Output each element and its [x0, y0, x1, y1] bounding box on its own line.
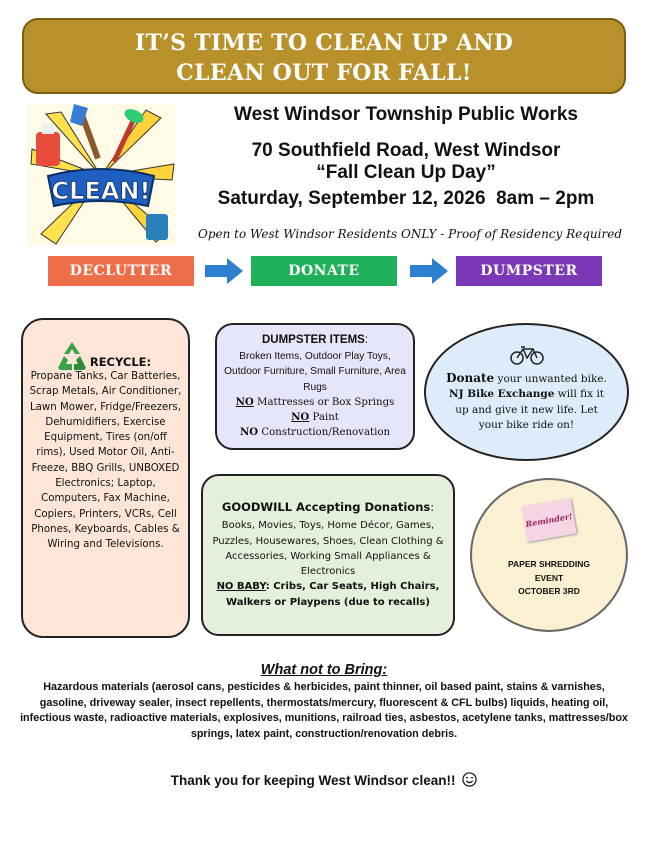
goodwill-no-baby: NO BABY — [216, 581, 266, 593]
not-bring-title: What not to Bring: — [260, 662, 388, 678]
dumpster-no-3-rest: Construction/Renovation — [258, 427, 391, 439]
dumpster-no-2: NO — [291, 411, 310, 424]
dumpster-no-1-rest: Mattresses or Box Springs — [253, 396, 395, 408]
dumpster-box — [215, 323, 415, 450]
thank-you-line — [0, 772, 648, 788]
dumpster-title: DUMPSTER ITEMS — [261, 334, 365, 346]
bike-donate-word: Donate — [446, 370, 495, 385]
dumpster-title-colon: : — [364, 334, 369, 346]
bike-text-2: will fix it up and give it new life. Let your bike ride on! — [455, 388, 605, 431]
step-dumpster: DUMPSTER — [456, 256, 602, 286]
address: 70 Southfield Road, West Windsor — [251, 140, 561, 161]
dumpster-no-2-rest: Paint — [309, 412, 339, 424]
recycle-title: RECYCLE: — [89, 355, 152, 370]
paper-line-2: EVENT — [534, 572, 564, 583]
recycle-icon — [54, 340, 90, 372]
clean-logo-text: CLEAN! — [51, 177, 151, 205]
thank-you-text: Thank you for keeping West Windsor clean!! — [170, 773, 456, 788]
event-date-time — [180, 188, 632, 210]
arrow-right-icon — [410, 258, 448, 284]
reminder-note: Reminder! — [521, 498, 576, 542]
paper-shredding-bubble — [470, 478, 628, 632]
smiley-icon — [462, 772, 477, 787]
clean-illustration — [26, 104, 176, 246]
step-donate: DONATE — [251, 256, 397, 286]
recycle-list: Propane Tanks, Car Batteries, Scrap Metals, Air Conditioner, Lawn Mower, Fridge/Freezers, Dehumidifiers, Exercise Equipment, Tires (on/off rims), Used Motor Oil, Anti-Freeze, BBQ Grills, UNBOXED Electronics; Laptop, Computers, Fax Machine, Copiers, Printers, VCRs, Cell Phones, Keyboards, Cables & Wiring and Televisions. — [29, 371, 182, 551]
dumpster-no-3: NO — [239, 426, 259, 439]
dumpster-no-1: NO — [235, 395, 254, 408]
bike-org: NJ Bike Exchange — [448, 388, 555, 400]
step-declutter: DECLUTTER — [48, 256, 194, 286]
goodwill-title-colon: : — [430, 500, 435, 514]
arrow-right-icon — [205, 258, 243, 284]
event-name: “Fall Clean Up Day” — [316, 162, 496, 183]
title-banner — [22, 18, 626, 94]
paper-line-1: PAPER SHREDDING — [507, 559, 591, 569]
eligibility-note: Open to West Windsor Residents ONLY - Proof of Residency Required — [197, 227, 623, 241]
bike-text-1: your unwanted bike. — [494, 372, 607, 385]
bike-donation-bubble — [424, 323, 629, 461]
event-time: 8am – 2pm — [496, 188, 595, 209]
goodwill-list: Books, Movies, Toys, Home Décor, Games, Puzzles, Housewares, Shoes, Clean Clothing & Accessories, Working Small Appliances & Electronics — [212, 520, 444, 578]
event-date: Saturday, September 12, 2026 — [217, 188, 486, 209]
recycle-box — [21, 318, 190, 638]
not-bring-list: Hazardous materials (aerosol cans, pesticides & herbicides, paint thinner, oil based paint, stains & varnishes, gasoline, driveway sealer, insect repellents, thermostats/mercury, fluorescent & CFL bulbs) liquids, heating oil, infectious waste, radioactive materials, explosives, munitions, railroad ties, asbestos, acetylene tanks, mattresses/box springs, latex paint, construction/renovation debris. — [20, 681, 628, 740]
bicycle-icon — [509, 345, 545, 365]
paper-line-3: OCTOBER 3RD — [518, 586, 580, 596]
organization-name: West Windsor Township Public Works — [234, 104, 578, 125]
dumpster-list: Broken Items, Outdoor Play Toys, Outdoor Furniture, Small Furniture, Area Rugs — [224, 351, 406, 393]
goodwill-title: GOODWILL Accepting Donations — [221, 500, 431, 514]
banner-line-1: IT’S TIME TO CLEAN UP AND — [134, 30, 514, 56]
banner-line-2: CLEAN OUT FOR FALL! — [176, 60, 472, 86]
goodwill-box — [201, 474, 455, 636]
goodwill-no-baby-rest: : Cribs, Car Seats, High Chairs, Walkers or Playpens (due to recalls) — [226, 581, 440, 608]
